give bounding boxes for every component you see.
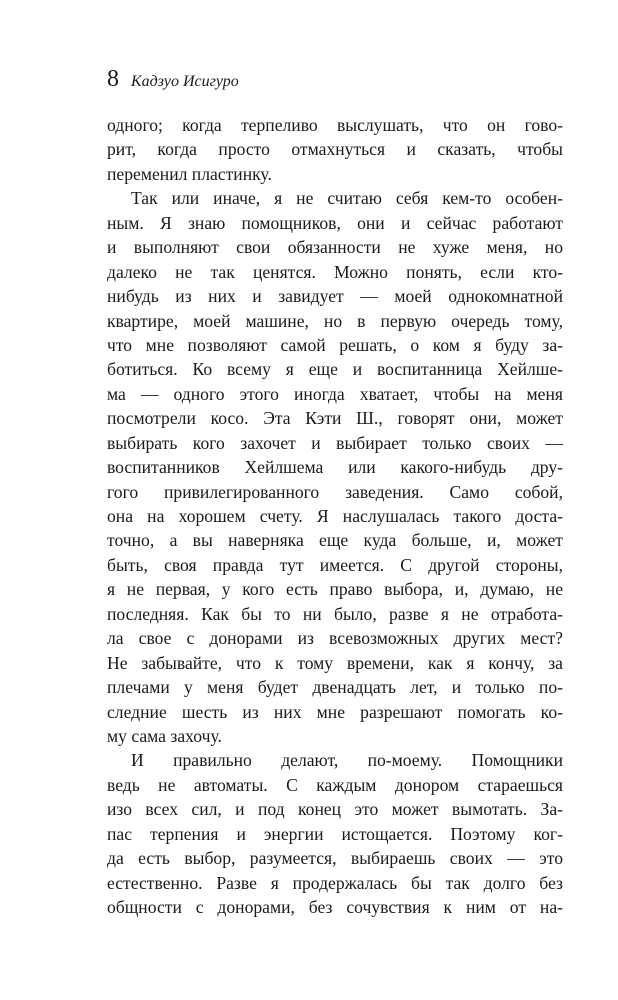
- text-line: Так или иначе, я не считаю себя кем-то особен-: [131, 188, 563, 209]
- text-line: гого привилегированного заведения. Само собой,: [107, 481, 563, 502]
- text-line: переменил пластинку.: [107, 163, 272, 184]
- text-line: му сама захочу.: [107, 725, 222, 746]
- text-line: и выполняют свои обязанности не хуже меня, но: [107, 237, 563, 258]
- text-line: выбирать кого захочет и выбирает только своих —: [107, 432, 563, 453]
- text-line: естественно. Разве я продержалась бы так долго без: [107, 872, 563, 893]
- running-title: Кадзуо Исигуро: [131, 73, 239, 90]
- text-line: далеко не так ценятся. Можно понять, если кто-: [107, 261, 563, 282]
- text-line: посмотрели косо. Эта Кэти Ш., говорят они, может: [107, 408, 563, 429]
- text-line: рит, когда просто отмахнуться и сказать, чтобы: [107, 139, 563, 160]
- text-line: нибудь из них и завидует — моей однокомнатной: [107, 286, 563, 307]
- text-line: изо всех сил, и под конец это может вымотать. За-: [107, 799, 563, 820]
- text-line: быть, своя правда тут имеется. С другой стороны,: [107, 554, 563, 575]
- text-line: ма — одного этого иногда хватает, чтобы на меня: [107, 383, 563, 404]
- text-line: И правильно делают, по-моему. Помощники: [131, 750, 563, 771]
- text-line: она на хорошем счету. Я наслушалась такого доста-: [107, 506, 563, 526]
- text-line: воспитанников Хейлшема или какого-нибудь дру-: [107, 457, 563, 478]
- page-number: 8: [107, 66, 119, 92]
- text-line: одного; когда терпеливо выслушать, что он гово-: [107, 115, 563, 135]
- text-line: следние шесть из них мне разрешают помогать ко-: [107, 701, 563, 722]
- text-line: ведь не автоматы. С каждым донором стараешься: [107, 774, 563, 795]
- text-line: последняя. Как бы то ни было, разве я не отработа-: [107, 603, 563, 624]
- text-line: пас терпения и энергии истощается. Поэтому ког-: [107, 823, 563, 844]
- text-line: Не забывайте, что к тому времени, как я кончу, за: [107, 652, 563, 673]
- text-line: квартире, моей машине, но в первую очередь тому,: [107, 310, 563, 331]
- text-line: ным. Я знаю помощников, они и сейчас работают: [107, 212, 563, 233]
- text-line: да есть выбор, разумеется, выбираешь своих — это: [107, 848, 563, 869]
- text-line: общности с донорами, без сочувствия к ним от на-: [107, 897, 563, 917]
- text-line: ла свое с донорами из всевозможных других мест?: [107, 628, 563, 649]
- running-head: [107, 66, 239, 98]
- text-line: я не первая, у кого есть право выбора, и, думаю, не: [107, 579, 563, 600]
- text-line: ботиться. Ко всему я еще и воспитанница Хейлше-: [107, 359, 563, 380]
- text-line: точно, а вы наверняка еще куда больше, и, может: [107, 530, 563, 551]
- text-line: что мне позволяют самой решать, о ком я буду за-: [107, 334, 563, 355]
- text-line: плечами у меня будет двенадцать лет, и только по-: [107, 677, 563, 698]
- body-text: [107, 113, 563, 919]
